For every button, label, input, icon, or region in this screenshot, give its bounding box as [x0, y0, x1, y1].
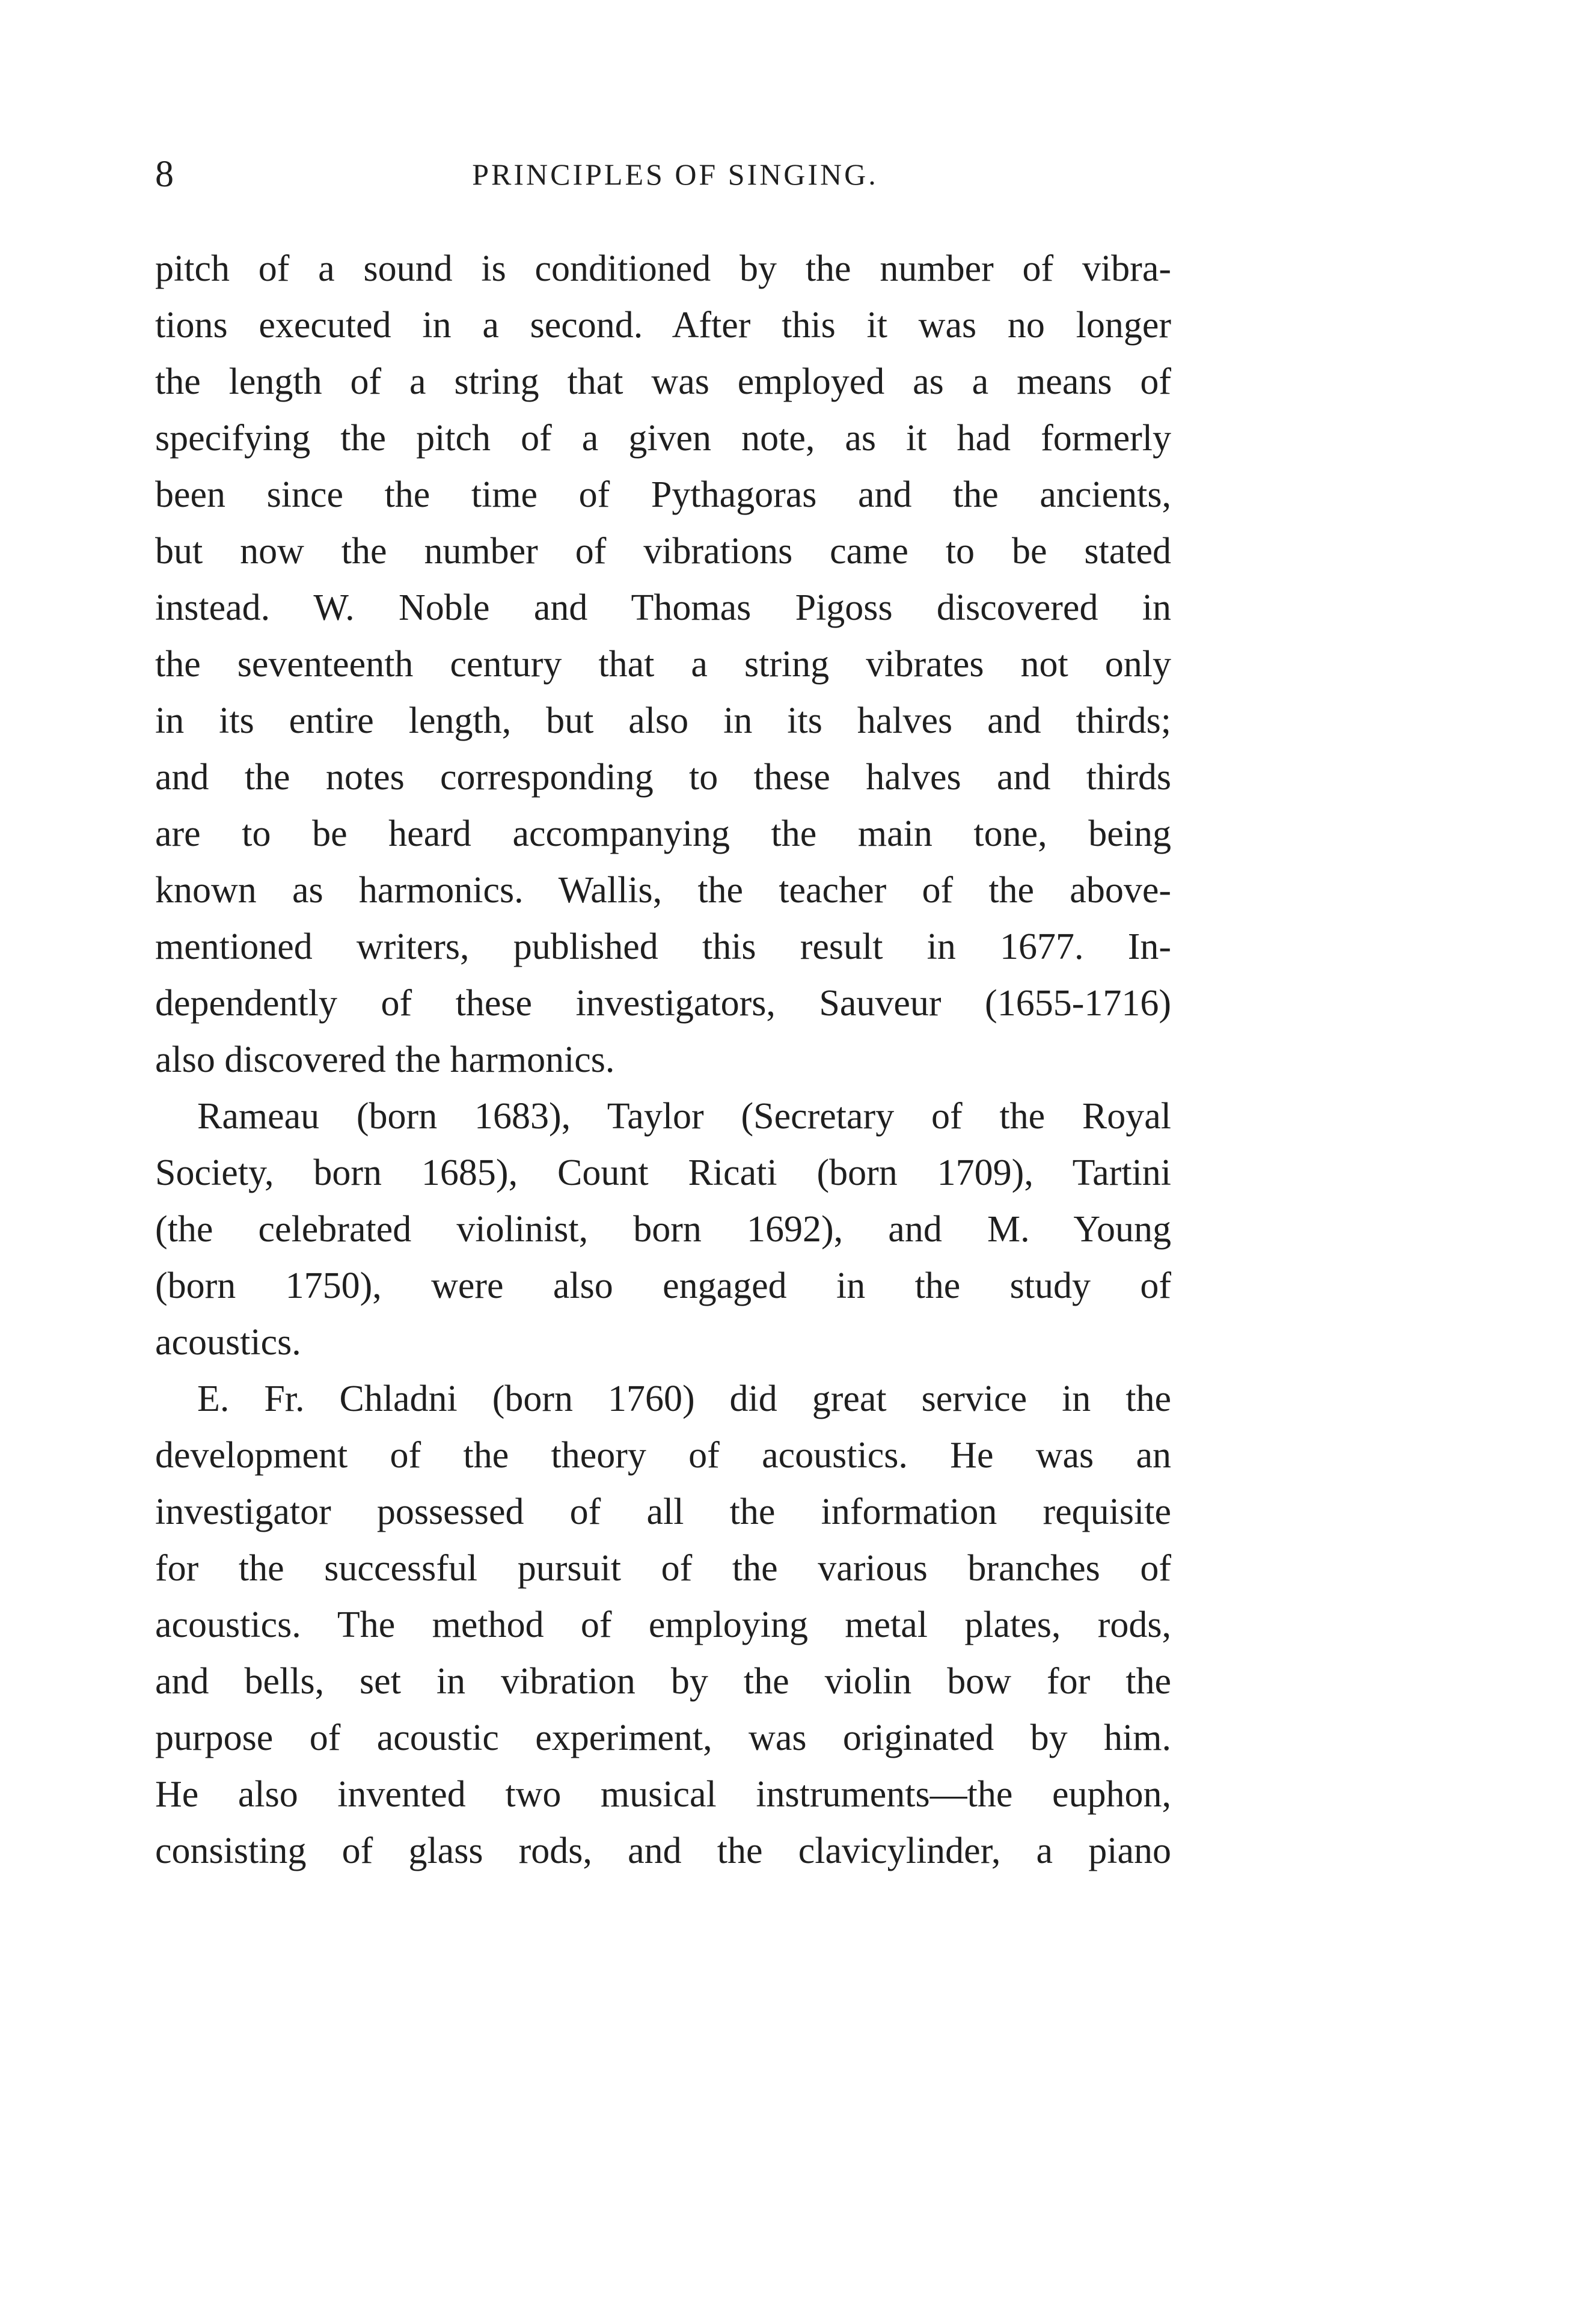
text-line: also discovered the harmonics. — [155, 1039, 615, 1080]
text-line: in its entire length, but also in its halves and thirds; — [155, 700, 1171, 741]
text-line: the length of a string that was employed as a means of — [155, 361, 1171, 402]
text-line: pitch of a sound is conditioned by the number of vibra- — [155, 248, 1171, 289]
text-line: He also invented two musical instruments—the euphon, — [155, 1774, 1171, 1815]
text-line: consisting of glass rods, and the clavicylinder, a piano — [155, 1830, 1171, 1871]
text-line: purpose of acoustic experiment, was originated by him. — [155, 1717, 1171, 1758]
text-line: and the notes corresponding to these halves and thirds — [155, 757, 1171, 798]
text-line: E. Fr. Chladni (born 1760) did great service in the — [197, 1378, 1171, 1419]
text-line: specifying the pitch of a given note, as it had formerly — [155, 418, 1171, 459]
running-head — [155, 150, 1171, 198]
text-line: and bells, set in vibration by the violin bow for the — [155, 1661, 1171, 1702]
page-number: 8 — [155, 154, 174, 195]
text-line: development of the theory of acoustics. He was an — [155, 1435, 1171, 1476]
text-line: the seventeenth century that a string vibrates not only — [155, 644, 1171, 685]
text-line: for the successful pursuit of the various branches of — [155, 1548, 1171, 1589]
text-line: known as harmonics. Wallis, the teacher of the above- — [155, 870, 1171, 911]
text-line: but now the number of vibrations came to be stated — [155, 531, 1171, 572]
text-line: been since the time of Pythagoras and the ancients, — [155, 474, 1171, 515]
text-line: acoustics. The method of employing metal plates, rods, — [155, 1604, 1171, 1645]
text-line: Rameau (born 1683), Taylor (Secretary of the Royal — [197, 1096, 1171, 1137]
text-line: are to be heard accompanying the main tone, being — [155, 813, 1171, 854]
text-line: (the celebrated violinist, born 1692), and M. Young — [155, 1209, 1171, 1250]
running-title: PRINCIPLES OF SINGING. — [472, 157, 878, 191]
text-line: (born 1750), were also engaged in the study of — [155, 1265, 1171, 1306]
text-line: investigator possessed of all the information requisite — [155, 1491, 1171, 1532]
text-line: dependently of these investigators, Sauveur (1655-1716) — [155, 983, 1171, 1024]
text-line: instead. W. Noble and Thomas Pigoss discovered in — [155, 587, 1171, 628]
text-line: Society, born 1685), Count Ricati (born 1709), Tartini — [155, 1152, 1171, 1193]
text-line: mentioned writers, published this result in 1677. In- — [155, 926, 1171, 967]
text-line: tions executed in a second. After this it was no longer — [155, 305, 1171, 346]
body-text — [155, 240, 1171, 1879]
text-line: acoustics. — [155, 1322, 301, 1363]
